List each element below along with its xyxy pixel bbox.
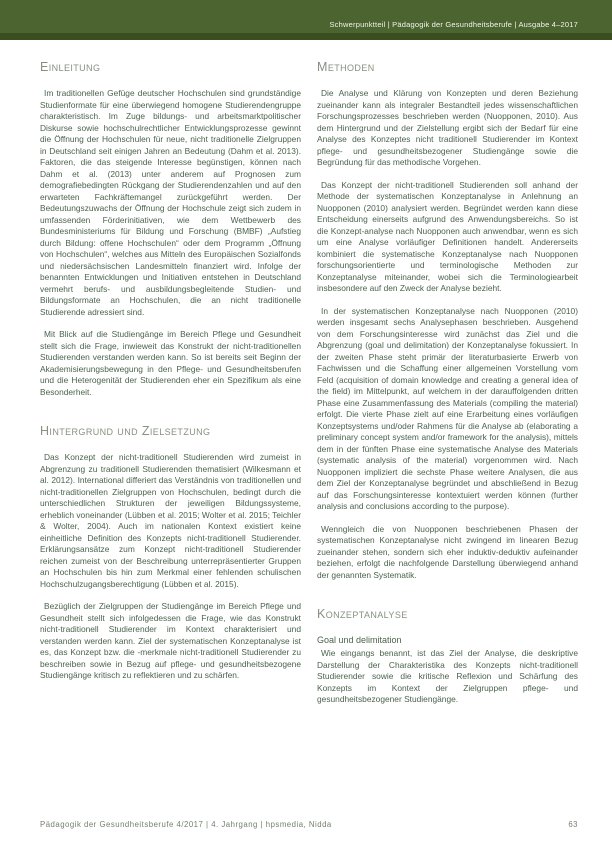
article-body: [40, 60, 578, 717]
section-heading-konzeptanalyse: Konzeptanalyse: [317, 607, 408, 621]
right-column: [317, 60, 578, 717]
page-footer: [40, 820, 578, 829]
paragraph: Das Konzept der nicht-traditionell Studierenden wird zumeist in Abgrenzung zu traditionell Studierenden thematisiert (Wilkesmann et al. 2012). International differiert das Verständnis von traditionellen und nicht-traditionellen Zielgruppen von Hochschulen, bedingt durch die unterschiedlichen Strukturen der jeweiligen Bildungssysteme, erheblich voneinander (Lübben et al. 2015; Wolter et al. 2015; Teichler & Wolter, 2004). Auch im nationalen Kontext existiert keine einheitliche Definition des Konzepts nicht-traditionell Studierender. Erklärungsansätze zum Konzept nicht-traditionell Studierender reichen zumeist von der Beschreibung unterrepräsentierter Gruppen an Hochschulen bis hin zum Merkmal einer fehlenden schulischen Hochschulzugangsberechtigung (Lübben et al. 2015).: [40, 452, 301, 589]
paragraph: Mit Blick auf die Studiengänge im Bereich Pflege und Gesundheit stellt sich die Frage, inwieweit das Konstrukt der nicht-traditionellen Studierenden verstanden werden kann. So ist bereits seit Beginn der Akademisierungsbewegung in den Pflege- und Gesundheitsberufen und die Heterogenität der Studierenden eher ein Spezifikum als eine Besonderheit.: [40, 329, 301, 397]
paragraph: Wie eingangs benannt, ist das Ziel der Analyse, die deskriptive Darstellung der Charakteristika des Konzepts nicht-traditionell Studierender sowie die kritische Reflexion und Schärfung des Konzepts im Kontext der Zielgruppen pflege- und gesundheitsbezogener Studiengänge.: [317, 648, 578, 704]
footer-journal-info: Pädagogik der Gesundheitsberufe 4/2017 | 4. Jahrgang | hpsmedia, Nidda: [40, 820, 332, 829]
page-header-bar: [0, 0, 612, 40]
paragraph: Bezüglich der Zielgruppen der Studiengänge im Bereich Pflege und Gesundheit stellt sich infolgedessen die Frage, wie das Konstrukt nicht-traditionell Studierender im Kontext charakterisiert und verstanden werden kann. Ziel der systematischen Konzeptanalyse ist es, das Konzept bzw. die -merkmale nicht-traditionell Studierender zu beschreiben sowie in Bezug auf pflege- und gesundheitsbezogene Studiengänge kritisch zu reflektieren und zu schärfen.: [40, 601, 301, 680]
paragraph: Wenngleich die von Nuopponen beschriebenen Phasen der systematischen Konzeptanalyse nicht zwingend im linearen Bezug zueinander stehen, sondern sich eher induktiv-deduktiv aufeinander beziehen, erfolgt die nachfolgende Darstellung überwiegend anhand der genannten Systematik.: [317, 523, 578, 580]
section-heading-einleitung: Einleitung: [40, 60, 101, 74]
paragraph: Das Konzept der nicht-traditionell Studierenden soll anhand der Methode der systematischen Konzeptanalyse in Anlehnung an Nuopponen (2010) analysiert werden. Begründet werden kann diese Entscheidung einerseits aufgrund des Anwendungsbereichs. So ist die Konzept-analyse nach Nuopponen auch anwendbar, wenn es sich um eine Analyse vorläufiger Definitionen handelt. Andererseits kombiniert die systematische Konzeptanalyse nach Nuopponen forschungsorientierte und terminologische Methoden zur Konzeptanalyse miteinander, wobei sich die Terminologiearbeit insbesondere auf den Zweck der Analyse bezieht.: [317, 179, 578, 293]
section-heading-hintergrund-und-zielsetzung: Hintergrund und Zielsetzung: [40, 424, 211, 438]
left-column: [40, 60, 301, 717]
subheading-goal-und-delimitation: Goal und delimitation: [317, 635, 402, 645]
paragraph: Die Analyse und Klärung von Konzepten und deren Beziehung zueinander kann als integraler Bestandteil jedes wissenschaftlichen Forschungsprozesses beschrieben werden (Nuopponen, 2010). Aus dem Hintergrund und der Zielstellung ergibt sich der Bedarf für eine Analyse des Konzeptes nicht traditionell Studierender im Kontext pflege- und gesundheitsbezogener Studiengänge sowie die Begründung für das methodische Vorgehen.: [317, 88, 578, 167]
page-number: 63: [568, 820, 578, 829]
paragraph: Im traditionellen Gefüge deutscher Hochschulen sind grundständige Studienformate für eine überwiegend homogene Studierendengruppe charakteristisch. Im Zuge bildungs- und arbeitsmarktpolitischer Diskurse sowie hochschulrechtlicher Entwicklungsprozesse gewinnt die Öffnung der Hochschulen für neue, nicht traditionelle Zielgruppen in Deutschland seit einigen Jahren an Bedeutung (Dahm et al. 2013). Faktoren, die das steigende Interesse begünstigen, können nach Dahm et al. (2013) unter anderem auf Prognosen zum demografiebedingten Rückgang der Studierendenzahlen und auf den erwarteten Fachkräftemangel zurückgeführt werden. Der Bedeutungszuwachs der Öffnung der Hochschule zeigt sich zudem in umfassenden Förderinitiativen, wie dem Wettbewerb des Bundesministeriums für Bildung und Forschung (BMBF) „Aufstieg durch Bildung: offene Hochschulen“ oder dem Programm „Öffnung von Hochschulen“, welches aus Mitteln des Europäischen Sozialfonds und niedersächsischen Landesmitteln finanziert wird. Infolge der benannten Entwicklungen und Initiativen entstehen in Deutschland vermehrt berufs- und ausbildungsbegleitende Studien- und Bildungsformate an Hochschulen, die an nicht traditionelle Studierende adressiert sind.: [40, 88, 301, 317]
running-head: Schwerpunktteil | Pädagogik der Gesundheitsberufe | Ausgabe 4–2017: [329, 20, 578, 29]
section-heading-methoden: Methoden: [317, 60, 375, 74]
paragraph: In der systematischen Konzeptanalyse nach Nuopponen (2010) werden insgesamt sechs Analysephasen beschrieben. Ausgehend von dem Forschungsinteresse wird zunächst das Ziel und die Abgrenzung (goal und delimitation) der Konzeptanalyse fokussiert. In der zweiten Phase steht primär der literaturbasierte Erwerb von Fachwissen und die Schaffung einer allgemeinen Vorstellung vom Feld (acquisition of domain knowledge and creating a general idea of the field) im Mittelpunkt, auf welchem in der darauffolgenden dritten Phase eine Zusammenfassung des Materials (compiling the material) erfolgt. Die vierte Phase zielt auf eine Erarbeitung eines vorläufigen Konzeptsystems und/oder Rahmens für die Analyse ab (elaborating a preliminary concept system and/or framework for the analysis), mittels dem in der fünften Phase eine systematische Analyse des Materials (systematic analysis of the material) vorgenommen wird. Nach Nuopponen impliziert die sechste Phase weitere Analysen, die aus dem Ziel der Konzeptanalyse begründet und abschließend in Bezug auf das Forschungsinteresse kontextuiert werden können (further analysis and conclusions according to the purpose).: [317, 305, 578, 511]
